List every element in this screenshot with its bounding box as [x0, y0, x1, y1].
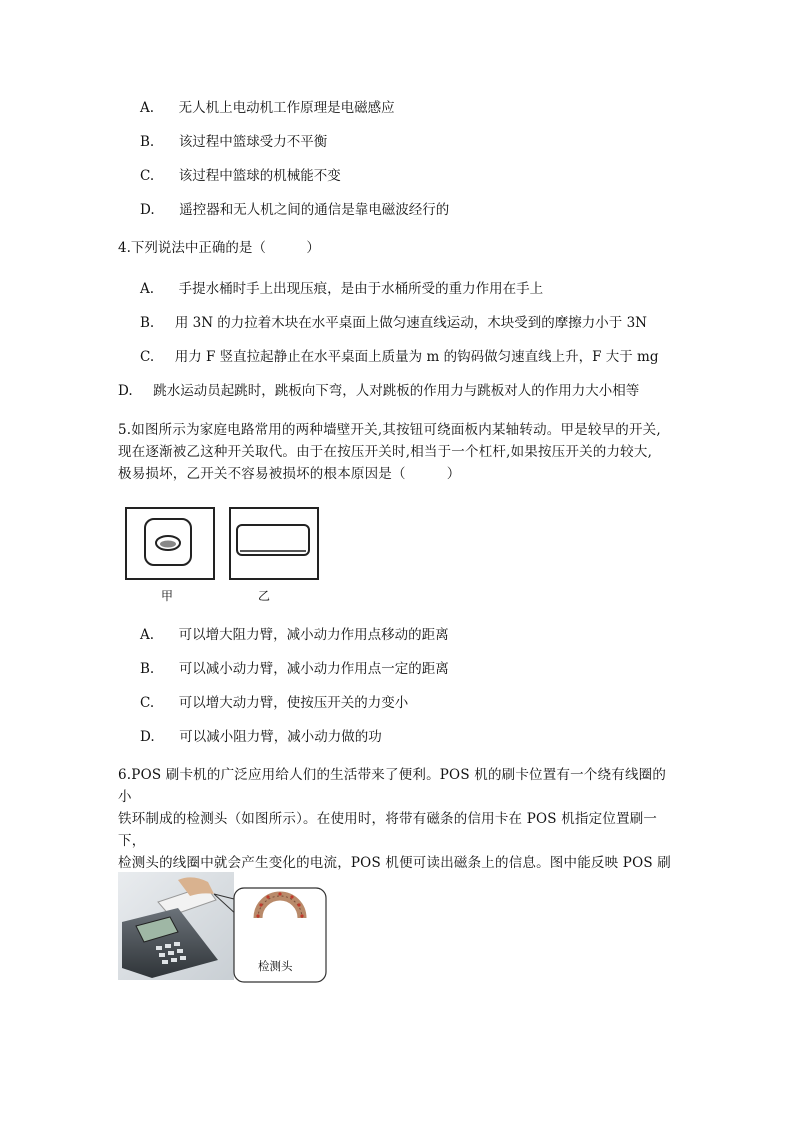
q4-stem: 4.下列说法中正确的是（ ）	[118, 240, 320, 256]
q4-option-a	[140, 280, 543, 298]
option-letter: D.	[118, 383, 133, 399]
option-text: 该过程中篮球受力不平衡	[178, 134, 328, 150]
q6-stem-line: 检测头的线圈中就会产生变化的电流，POS 机便可读出磁条上的信息。图中能反映 POS 刷	[118, 855, 671, 871]
figure-label-jia: 甲	[161, 589, 174, 603]
option-text: 用 3N 的力拉着木块在水平桌面上做匀速直线运动，木块受到的摩擦力小于 3N	[174, 315, 647, 331]
option-text: 跳水运动员起跳时，跳板向下弯，人对跳板的作用力与跳板对人的作用力大小相等	[153, 383, 640, 399]
q3-option-c	[140, 167, 341, 185]
q4-option-c	[140, 348, 658, 366]
pos-machine-figure	[118, 872, 330, 986]
option-letter: A.	[140, 627, 155, 643]
option-letter: B.	[140, 134, 155, 150]
switch-yi-figure	[229, 507, 319, 580]
option-letter: C.	[140, 349, 155, 365]
option-letter: C.	[140, 168, 155, 184]
option-letter: D.	[140, 729, 155, 745]
q3-option-d	[140, 201, 449, 219]
option-text: 可以减小阻力臂，减小动力做的功	[179, 729, 382, 745]
q5-option-b	[140, 660, 449, 678]
option-letter: A.	[140, 100, 155, 116]
option-letter: D.	[140, 202, 155, 218]
q6-stem-line: 铁环制成的检测头（如图所示）。在使用时，将带有磁条的信用卡在 POS 机指定位置刷一下，	[118, 811, 658, 849]
q5-stem	[118, 419, 678, 485]
option-text: 可以增大阻力臂，减小动力作用点移动的距离	[178, 627, 449, 643]
q5-option-c	[140, 694, 408, 712]
detection-head-label: 检测头	[258, 959, 293, 973]
option-text: 可以减小动力臂，减小动力作用点一定的距离	[178, 661, 449, 677]
q5-stem-line: 现在逐渐被乙这种开关取代。由于在按压开关时,相当于一个杠杆,如果按压开关的力较大,	[118, 444, 653, 460]
option-text: 该过程中篮球的机械能不变	[178, 168, 341, 184]
pos-terminal-image	[118, 872, 330, 986]
q5-option-d	[140, 728, 382, 746]
option-text: 无人机上电动机工作原理是电磁感应	[178, 100, 395, 116]
figure-label-yi: 乙	[258, 589, 271, 603]
option-text: 可以增大动力臂，使按压开关的力变小	[178, 695, 409, 711]
q5-stem-line: 5.如图所示为家庭电路常用的两种墙壁开关,其按钮可绕面板内某轴转动。甲是较早的开关,	[118, 422, 661, 438]
q5-stem-line: 极易损坏，乙开关不容易被损坏的根本原因是（ ）	[118, 466, 461, 482]
q4-option-d	[118, 382, 639, 400]
switch-jia-figure	[125, 507, 215, 580]
option-text: 手提水桶时手上出现压痕，是由于水桶所受的重力作用在手上	[178, 281, 544, 297]
option-letter: C.	[140, 695, 155, 711]
option-text: 用力 F 竖直拉起静止在水平桌面上质量为 m 的钩码做匀速直线上升，F 大于 mg	[174, 349, 659, 365]
q3-option-a	[140, 99, 395, 117]
q5-option-a	[140, 626, 449, 644]
rocker-button-icon	[231, 509, 317, 578]
option-letter: B.	[140, 315, 155, 331]
q3-option-b	[140, 133, 327, 151]
round-button-icon	[127, 509, 213, 578]
option-letter: A.	[140, 281, 155, 297]
q6-stem-line: 6.POS 刷卡机的广泛应用给人们的生活带来了便利。POS 机的刷卡位置有一个绕有线圈的小	[118, 767, 667, 805]
option-text: 遥控器和无人机之间的通信是靠电磁波经行的	[179, 202, 450, 218]
option-letter: B.	[140, 661, 155, 677]
q4-option-b	[140, 314, 647, 332]
